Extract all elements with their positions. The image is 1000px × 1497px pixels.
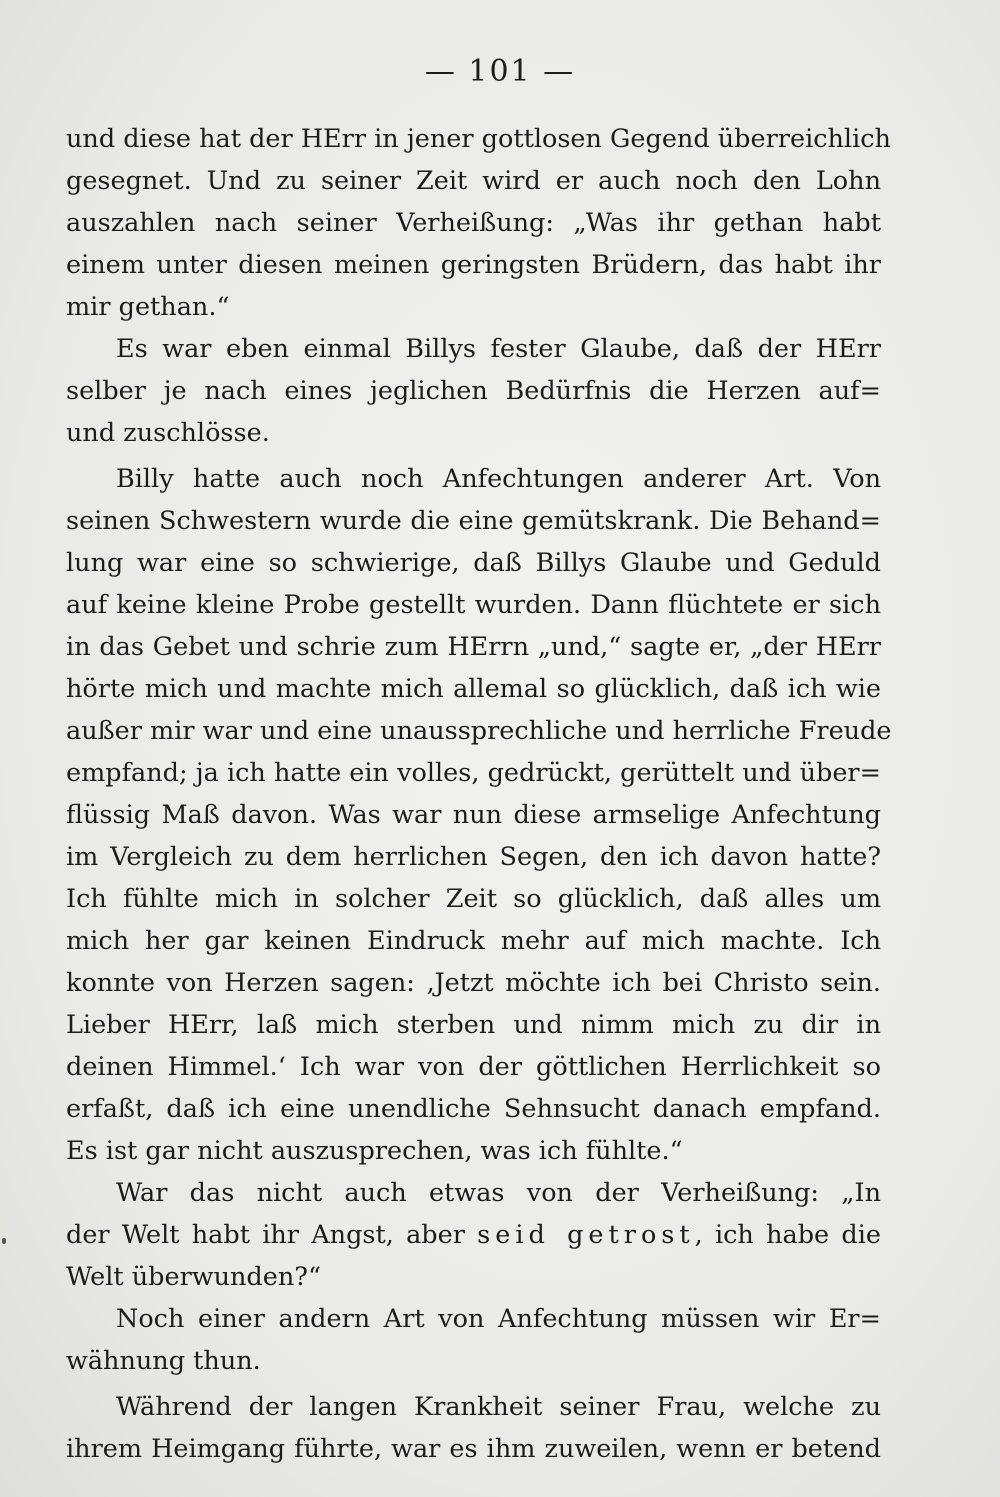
text-line: Welt überwunden?“ [66,1262,321,1292]
text-line: konnte von Herzen sagen: ‚Jetzt möchte ich bei Christo sein. [66,968,881,998]
text-line: hörte mich und machte mich allemal so glücklich, daß ich wie [66,674,881,704]
text-line: auf keine kleine Probe gestellt wurden. Dann flüchtete er sich [66,590,881,620]
text-line: und diese hat der HErr in jener gottlosen Gegend überreichlich [66,124,891,154]
text-line: ihrem Heimgang führte, war es ihm zuweilen, wenn er betend [66,1434,881,1464]
text-line: gesegnet. Und zu seiner Zeit wird er auch noch den Lohn [66,166,881,196]
paragraph-start-line: Noch einer andern Art von Anfechtung müssen wir Er= [116,1304,881,1334]
text-line: Lieber HErr, laß mich sterben und nimm mich zu dir in [66,1010,881,1040]
text-line: im Vergleich zu dem herrlichen Segen, den ich davon hatte? [66,842,881,872]
text-line: lung war eine so schwierige, daß Billys Glaube und Geduld [66,548,881,578]
text-line: seinen Schwestern wurde die eine gemütskrank. Die Behand= [66,506,881,536]
text-line: empfand; ja ich hatte ein volles, gedrückt, gerüttelt und über= [66,758,881,788]
text-line: selber je nach eines jeglichen Bedürfnis die Herzen auf= [66,376,881,406]
text-line: mich her gar keinen Eindruck mehr auf mich machte. Ich [66,926,881,956]
paragraph-start-line: Während der langen Krankheit seiner Frau, welche zu [116,1392,881,1422]
paragraph-start-line: Billy hatte auch noch Anfechtungen anderer Art. Von [116,464,881,494]
paragraph-start-line: Es war eben einmal Billys fester Glaube, daß der HErr [116,334,881,364]
paragraph-start-line: War das nicht auch etwas von der Verheißung: „In [116,1178,881,1208]
text-line: wähnung thun. [66,1346,261,1376]
text-line: deinen Himmel.‘ Ich war von der göttlichen Herrlichkeit so [66,1052,881,1082]
text-segment: der Welt habt ihr Angst, aber [66,1220,465,1250]
text-line: flüssig Maß davon. Was war nun diese armselige Anfechtung [66,800,881,830]
text-line: auszahlen nach seiner Verheißung: „Was ihr gethan habt [66,208,881,238]
text-line: Ich fühlte mich in solcher Zeit so glücklich, daß alles um [66,884,881,914]
text-segment: , ich habe die [694,1220,881,1250]
page-number: — 101 — [424,54,576,89]
text-line: einem unter diesen meinen geringsten Brüdern, das habt ihr [66,250,881,280]
text-line: erfaßt, daß ich eine unendliche Sehnsucht danach empfand. [66,1094,881,1124]
text-line-with-emphasis [66,1214,881,1256]
text-line: und zuschlösse. [66,418,270,448]
body-text [66,118,892,1470]
text-line: außer mir war und eine unaussprechliche und herrliche Freude [66,716,892,746]
text-line: in das Gebet und schrie zum HErrn „und,“ sagte er, „der HErr [66,632,881,662]
margin-speck [2,1238,6,1244]
text-line: mir gethan.“ [66,292,230,322]
emphasized-phrase: seid getrost [477,1220,695,1250]
text-line: Es ist gar nicht auszusprechen, was ich fühlte.“ [66,1136,683,1166]
